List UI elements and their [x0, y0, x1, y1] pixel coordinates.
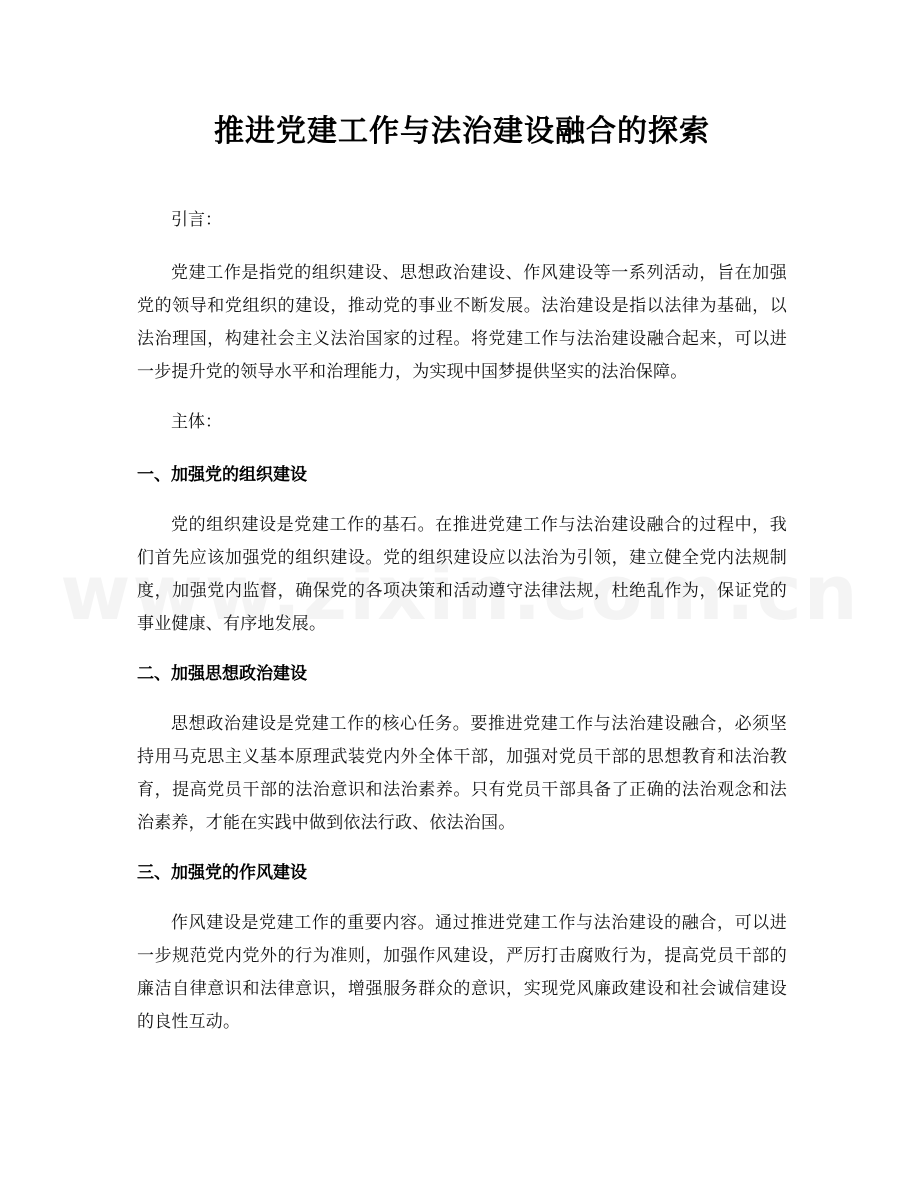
section-heading: 三、加强党的作风建设 — [137, 863, 307, 883]
intro-paragraph: 党建工作是指党的组织建设、思想政治建设、作风建设等一系列活动，旨在加强党的领导和党组织的建设，推动党的事业不断发展。法治建设是指以法律为基础，以法治理国，构建社会主义法治国家的过程。将党建工作与法治建设融合起来，可以进一步提升党的领导水平和治理能力，为实现中国梦提供坚实的法治保障。 — [137, 263, 787, 382]
section-heading: 一、加强党的组织建设 — [137, 465, 307, 485]
intro-label: 引言： — [171, 210, 222, 230]
section-paragraph: 作风建设是党建工作的重要内容。通过推进党建工作与法治建设的融合，可以进一步规范党内党外的行为准则，加强作风建设，严厉打击腐败行为，提高党员干部的廉洁自律意识和法律意识，增强服务群众的意识，实现党风廉政建设和社会诚信建设的良性互动。 — [137, 913, 787, 1032]
document-title: 推进党建工作与法治建设融合的探索 — [214, 114, 710, 149]
section-paragraph: 党的组织建设是党建工作的基石。在推进党建工作与法治建设融合的过程中，我们首先应该加强党的组织建设。党的组织建设应以法治为引领，建立健全党内法规制度，加强党内监督，确保党的各项决策和活动遵守法律法规，杜绝乱作为，保证党的事业健康、有序地发展。 — [137, 515, 787, 634]
body-label: 主体： — [171, 412, 222, 432]
section-paragraph: 思想政治建设是党建工作的核心任务。要推进党建工作与法治建设融合，必须坚持用马克思主义基本原理武装党内外全体干部，加强对党员干部的思想教育和法治教育，提高党员干部的法治意识和法治素养。只有党员干部具备了正确的法治观念和法治素养，才能在实践中做到依法行政、依法治国。 — [137, 714, 787, 833]
section-heading: 二、加强思想政治建设 — [137, 664, 307, 684]
